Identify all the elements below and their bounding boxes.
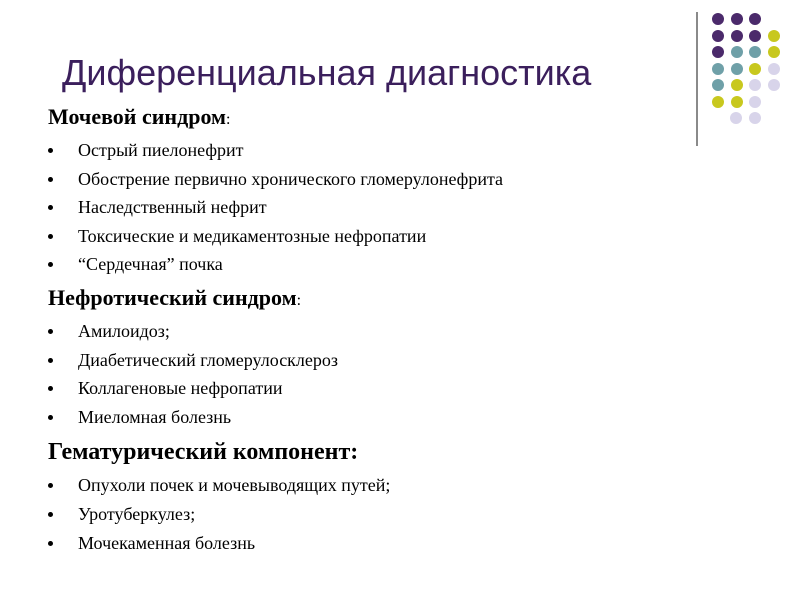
section-heading-text: Мочевой синдром: [48, 104, 227, 129]
section-hematuric-component: [48, 439, 748, 557]
list-item: [48, 136, 748, 165]
decor-dot: [731, 46, 743, 58]
decor-dot: [749, 112, 761, 124]
list-item: [48, 222, 748, 251]
decor-dot: [749, 30, 761, 42]
bullet-list: [48, 136, 748, 279]
list-item: [48, 346, 748, 375]
section-heading-text: Нефротический синдром: [48, 284, 297, 310]
list-item: [48, 500, 748, 529]
bullet-icon: [48, 386, 53, 391]
list-item: [48, 193, 748, 222]
decor-dot: [749, 46, 761, 58]
decor-dot: [749, 96, 761, 108]
bullet-icon: [48, 177, 53, 182]
slide-title: Диференциальная диагностика: [62, 52, 592, 93]
bullet-icon: [48, 148, 53, 153]
bullet-icon: [48, 234, 53, 239]
decor-dot: [749, 13, 761, 25]
bullet-icon: [48, 415, 53, 420]
list-item: [48, 403, 748, 432]
bullet-icon: [48, 512, 53, 517]
list-item-text: Амилоидоз;: [78, 320, 170, 341]
decor-dot: [768, 46, 780, 58]
bullet-icon: [48, 329, 53, 334]
section-heading: [48, 285, 748, 314]
decor-dot: [768, 79, 780, 91]
list-item-text: Диабетический гломерулосклероз: [78, 349, 339, 370]
list-item: [48, 250, 748, 279]
list-item-text: Обострение первично хронического гломерулонефрита: [78, 168, 504, 189]
decor-dot: [749, 63, 761, 75]
section-heading-colon: :: [296, 291, 302, 309]
section-nephrotic-syndrome: [48, 285, 748, 431]
list-item: [48, 165, 748, 194]
list-item-text: Мочекаменная болезнь: [78, 532, 256, 553]
list-item: [48, 317, 748, 346]
bullet-icon: [48, 358, 53, 363]
list-item-text: Уротуберкулез;: [78, 503, 196, 524]
list-item: [48, 374, 748, 403]
list-item-text: Опухоли почек и мочевыводящих путей;: [78, 475, 391, 496]
section-heading-colon: :: [226, 111, 231, 128]
decor-dot: [712, 46, 724, 58]
bullet-list: [48, 471, 748, 557]
list-item-text: Острый пиелонефрит: [78, 140, 244, 160]
decor-dot: [712, 63, 724, 75]
bullet-icon: [48, 262, 53, 267]
decor-dot: [712, 79, 724, 91]
decor-dot: [768, 63, 780, 75]
list-item-text: Токсические и медикаментозные нефропатии: [78, 225, 427, 246]
section-urinary-syndrome: [48, 104, 748, 279]
section-heading: [48, 104, 748, 133]
bullet-icon: [48, 205, 53, 210]
section-heading: [48, 439, 748, 468]
list-item: [48, 471, 748, 500]
decor-dot: [731, 63, 743, 75]
decor-dot: [731, 30, 743, 42]
decor-dot: [712, 30, 724, 42]
decor-dot: [712, 13, 724, 25]
section-heading-text: Гематурический компонент:: [48, 439, 359, 466]
list-item-text: Коллагеновые нефропатии: [78, 378, 283, 399]
decor-dot: [768, 30, 780, 42]
list-item-text: “Сердечная” почка: [78, 254, 223, 275]
list-item-text: Миеломная болезнь: [78, 406, 232, 427]
decor-dot: [731, 13, 743, 25]
slide-content: [48, 104, 748, 557]
bullet-list: [48, 317, 748, 431]
bullet-icon: [48, 483, 53, 488]
list-item: [48, 529, 748, 558]
bullet-icon: [48, 541, 53, 546]
decor-dot: [749, 79, 761, 91]
list-item-text: Наследственный нефрит: [78, 197, 267, 218]
decor-dot: [731, 79, 743, 91]
